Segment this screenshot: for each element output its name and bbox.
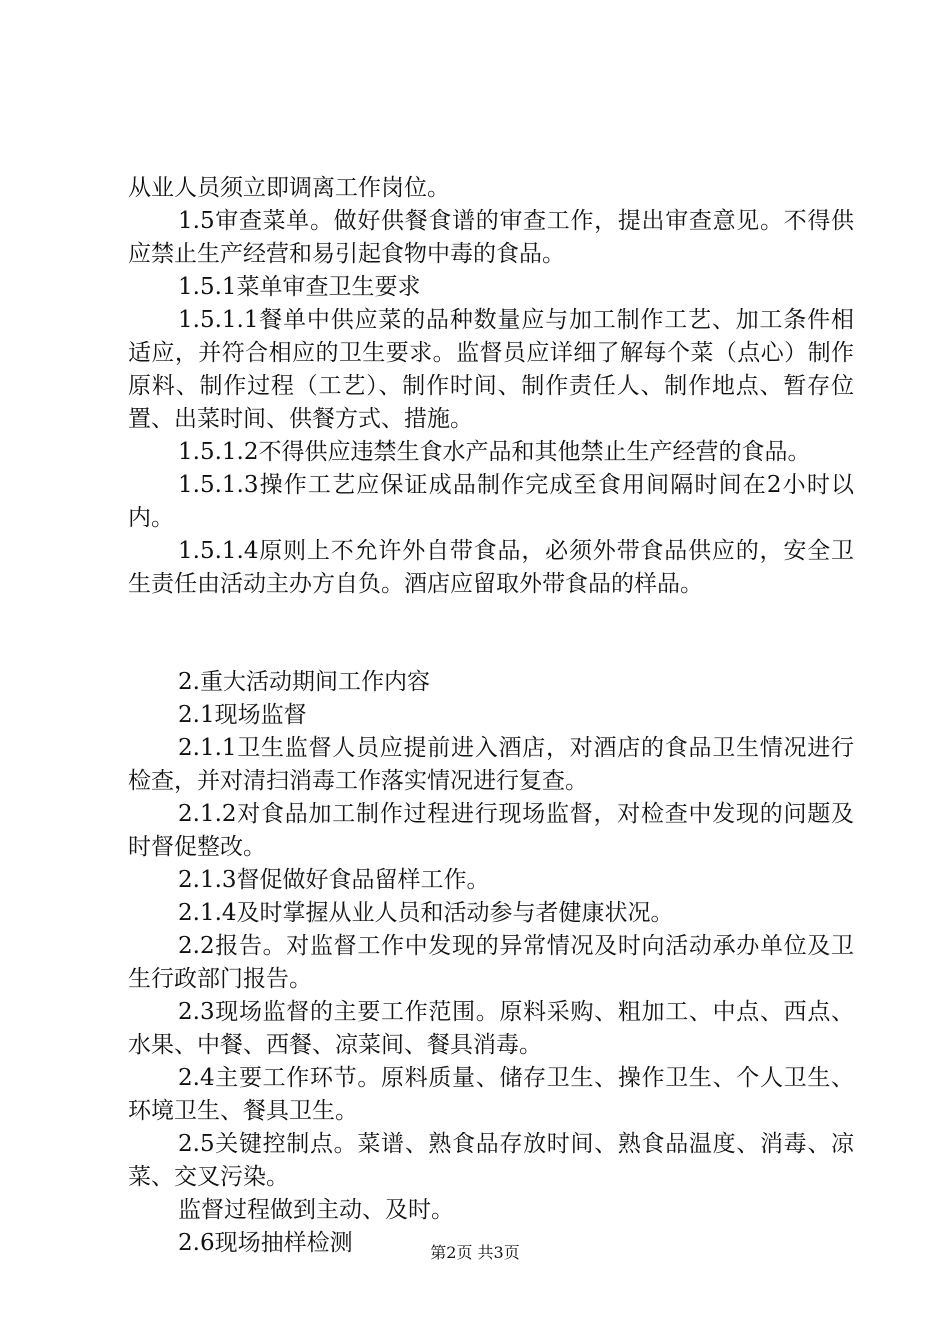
page-footer [0,1243,950,1263]
paragraph: 1.5.1菜单审查卫生要求 [178,274,421,300]
paragraph: 2.1.4及时掌握从业人员和活动参与者健康状况。 [178,900,674,926]
paragraph: 2.3现场监督的主要工作范围。原料采购、粗加工、中点、西点、水果、中餐、西餐、凉菜间、餐具消毒。 [128,999,854,1058]
paragraph: 2.5关键控制点。菜谱、熟食品存放时间、熟食品温度、消毒、凉菜、交叉污染。 [128,1131,854,1190]
paragraph: 1.5审查菜单。做好供餐食谱的审查工作，提出审查意见。不得供应禁止生产经营和易引起食物中毒的食品。 [128,208,854,267]
paragraph: 2.1.3督促做好食品留样工作。 [178,867,490,893]
paragraph: 2.1.2对食品加工制作过程进行现场监督，对检查中发现的问题及时督促整改。 [128,801,854,860]
paragraph: 2.1现场监督 [178,702,307,728]
page-number-label: 第2页 共3页 [430,1243,520,1262]
document-body [128,172,854,1260]
paragraph: 从业人员须立即调离工作岗位。 [128,175,450,201]
paragraph: 1.5.1.4原则上不允许外自带食品，必须外带食品供应的，安全卫生责任由活动主办方自负。酒店应留取外带食品的样品。 [128,538,854,597]
paragraph: 1.5.1.3操作工艺应保证成品制作完成至食用间隔时间在2小时以内。 [128,472,854,531]
paragraph: 监督过程做到主动、及时。 [178,1197,454,1223]
paragraph-spacer [128,617,854,650]
paragraph: 1.5.1.1餐单中供应菜的品种数量应与加工制作工艺、加工条件相适应，并符合相应的卫生要求。监督员应详细了解每个菜（点心）制作原料、制作过程（工艺）、制作时间、制作责任人、制作地点、暂存位置、出菜时间、供餐方式、措施。 [128,307,854,432]
paragraph: 2.4主要工作环节。原料质量、储存卫生、操作卫生、个人卫生、环境卫生、餐具卫生。 [128,1065,854,1124]
paragraph: 1.5.1.2不得供应违禁生食水产品和其他禁止生产经营的食品。 [178,439,811,465]
paragraph: 2.6现场抽样检测 [178,1230,353,1256]
paragraph: 2.重大活动期间工作内容 [178,669,430,695]
paragraph: 2.1.1卫生监督人员应提前进入酒店，对酒店的食品卫生情况进行检查，并对清扫消毒工作落实情况进行复查。 [128,735,854,794]
paragraph: 2.2报告。对监督工作中发现的异常情况及时向活动承办单位及卫生行政部门报告。 [128,933,854,992]
